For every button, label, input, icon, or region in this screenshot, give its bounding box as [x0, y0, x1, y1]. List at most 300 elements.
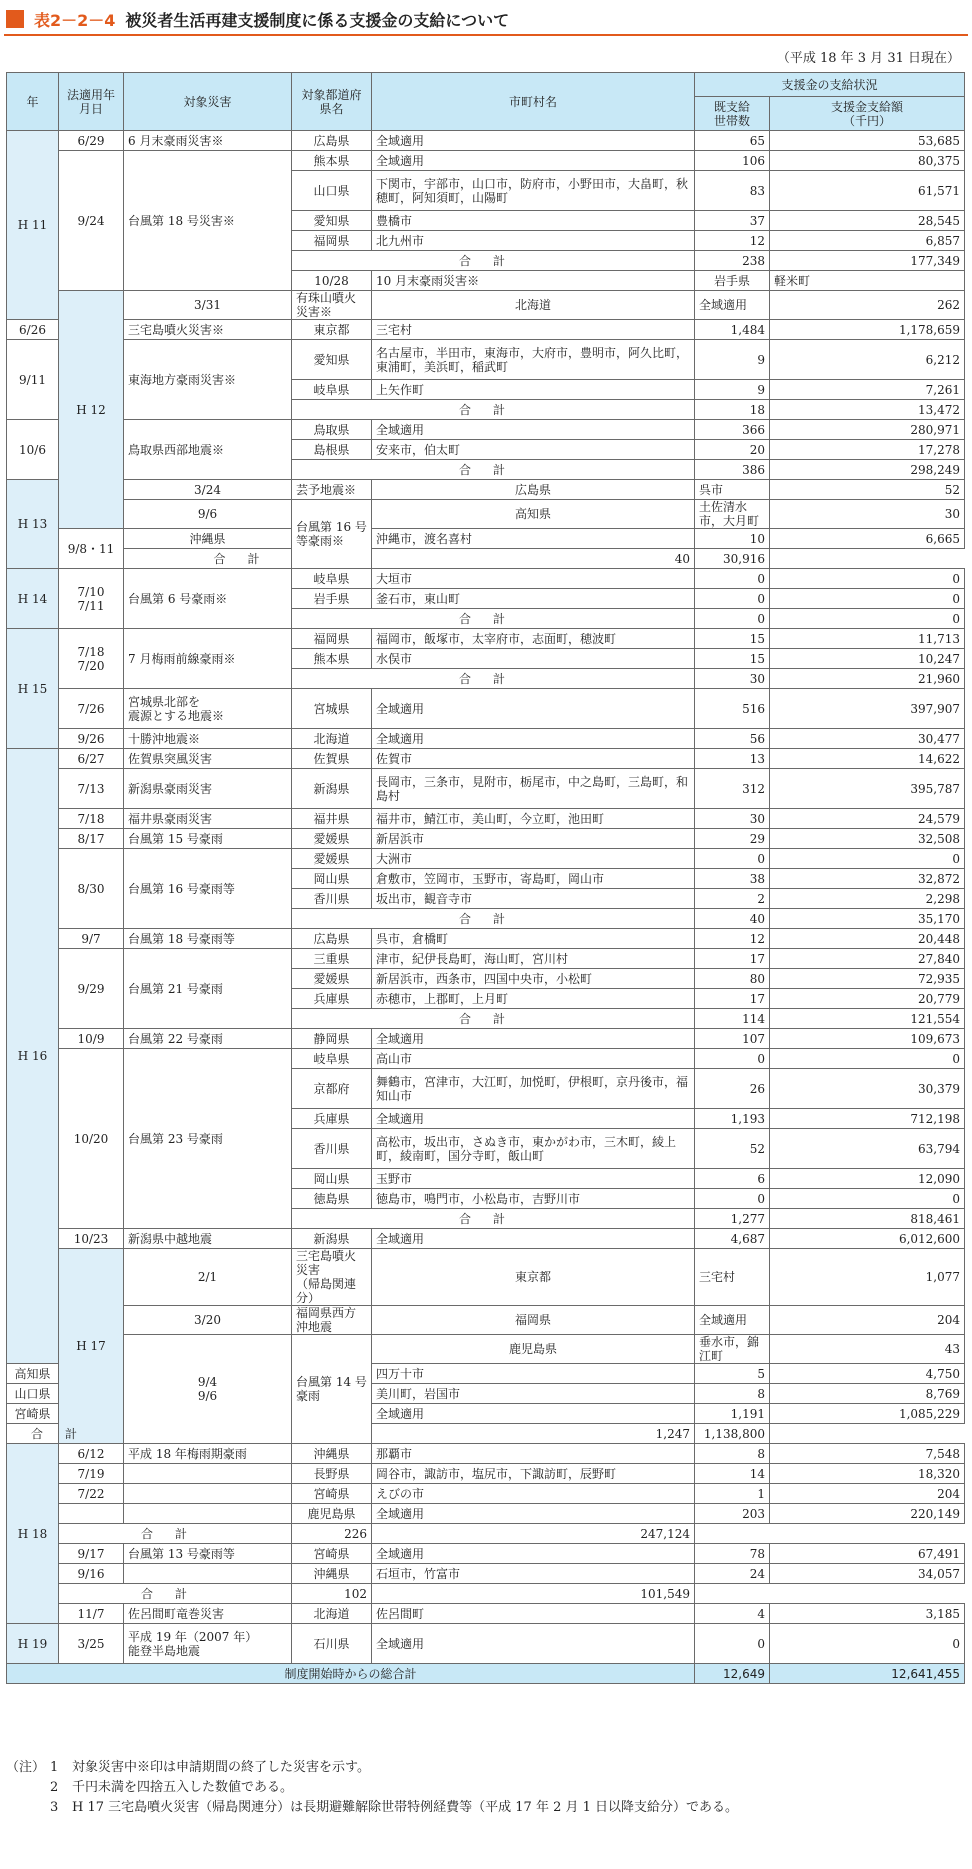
municipality-cell: 水俣市 [372, 649, 695, 669]
households-cell: 24 [695, 1564, 770, 1584]
table-title [4, 4, 968, 36]
table-row [7, 1564, 965, 1584]
note-item [6, 1758, 964, 1778]
date-cell: 6/12 [59, 1444, 124, 1464]
disaster-cell: 平成 18 年梅雨期豪雨 [124, 1444, 292, 1464]
households-cell: 1,247 [372, 1424, 695, 1444]
subtotal-label: 合計 [292, 251, 695, 271]
households-cell: 6 [695, 1169, 770, 1189]
era-cell: H 12 [59, 291, 124, 529]
households-cell: 366 [695, 420, 770, 440]
households-cell: 30 [695, 809, 770, 829]
title-marker [6, 10, 24, 28]
amount-cell: 35,170 [770, 909, 965, 929]
households-cell: 40 [372, 549, 695, 569]
disaster-cell: 台風第 6 号豪雨※ [124, 569, 292, 629]
prefecture-cell: 北海道 [372, 291, 695, 320]
disaster-cell: 三宅島噴火災害 （帰島関連分） [292, 1249, 372, 1306]
households-cell: 0 [695, 1049, 770, 1069]
municipality-cell: 全域適用 [372, 1544, 695, 1564]
amount-cell: 80,375 [770, 151, 965, 171]
amount-cell: 61,571 [770, 171, 965, 211]
date-cell: 8/30 [59, 849, 124, 929]
disaster-cell: 台風第 22 号豪雨 [124, 1029, 292, 1049]
prefecture-cell: 広島県 [292, 929, 372, 949]
households-cell: 37 [695, 211, 770, 231]
prefecture-cell: 沖縄県 [124, 529, 292, 549]
amount-cell: 0 [770, 1624, 965, 1664]
prefecture-cell: 鹿児島県 [292, 1504, 372, 1524]
municipality-cell: 佐賀市 [372, 749, 695, 769]
amount-cell: 21,960 [770, 669, 965, 689]
table-row [7, 729, 965, 749]
amount-cell: 6,857 [770, 231, 965, 251]
header-prefecture: 対象都道府 県名 [292, 73, 372, 131]
households-cell: 0 [695, 609, 770, 629]
municipality-cell: 津市，紀伊長島町，海山町，宮川村 [372, 949, 695, 969]
table-row [7, 1604, 965, 1624]
prefecture-cell: 愛知県 [292, 340, 372, 380]
households-cell: 1,193 [695, 1109, 770, 1129]
households-cell: 8 [695, 1444, 770, 1464]
households-cell: 0 [695, 569, 770, 589]
notes [6, 1758, 964, 1818]
households-cell: 17 [695, 949, 770, 969]
households-cell: 78 [695, 1544, 770, 1564]
prefecture-cell: 山口県 [7, 1384, 59, 1404]
municipality-cell: 呉市 [695, 480, 770, 500]
households-cell: 1,277 [695, 1209, 770, 1229]
households-cell: 12 [695, 231, 770, 251]
municipality-cell: 舞鶴市，宮津市，大江町，加悦町，伊根町，京丹後市，福知山市 [372, 1069, 695, 1109]
households-cell: 203 [695, 1504, 770, 1524]
disaster-cell: 鳥取県西部地震※ [124, 420, 292, 480]
date-cell: 10/9 [59, 1029, 124, 1049]
date-cell: 9/17 [59, 1544, 124, 1564]
municipality-cell: 名古屋市，半田市，東海市，大府市，豊明市，阿久比町，東浦町，美浜町，稲武町 [372, 340, 695, 380]
disaster-cell: 台風第 13 号豪雨等 [124, 1544, 292, 1564]
header-year: 年 [7, 73, 59, 131]
amount-cell: 11,713 [770, 629, 965, 649]
amount-cell: 0 [770, 849, 965, 869]
table-row [7, 949, 965, 969]
table-row [7, 1335, 965, 1364]
date-cell: 7/19 [59, 1464, 124, 1484]
disaster-cell: 宮城県北部を 震源とする地震※ [124, 689, 292, 729]
households-cell: 516 [695, 689, 770, 729]
disaster-cell: 台風第 23 号豪雨 [124, 1049, 292, 1229]
prefecture-cell: 広島県 [292, 131, 372, 151]
municipality-cell: 玉野市 [372, 1169, 695, 1189]
municipality-cell: 高松市，坂出市，さぬき市，東かがわ市，三木町，綾上町，綾南町，国分寺町，飯山町 [372, 1129, 695, 1169]
amount-cell: 18,320 [770, 1464, 965, 1484]
date-cell: 3/20 [124, 1306, 292, 1335]
prefecture-cell: 新潟県 [292, 769, 372, 809]
date-cell: 7/18 [59, 809, 124, 829]
households-cell: 114 [695, 1009, 770, 1029]
municipality-cell: 上矢作町 [372, 380, 695, 400]
households-cell: 17 [695, 989, 770, 1009]
note-text: 対象災害中※印は申請期間の終了した災害を示す。 [72, 1760, 370, 1775]
prefecture-cell: 岐阜県 [292, 380, 372, 400]
subtotal-label: 合計 [292, 1209, 695, 1229]
amount-cell: 63,794 [770, 1129, 965, 1169]
municipality-cell: 全域適用 [372, 689, 695, 729]
amount-cell: 7,548 [770, 1444, 965, 1464]
subtotal-label: 合計 [292, 460, 695, 480]
households-cell: 10 [695, 529, 770, 549]
municipality-cell: 岡谷市，諏訪市，塩尻市，下諏訪町，辰野町 [372, 1464, 695, 1484]
disaster-cell: 福岡県西方沖地震 [292, 1306, 372, 1335]
table-row [7, 340, 965, 380]
table-number: 表2－2－4 [34, 10, 116, 30]
municipality-cell: 三宅村 [372, 320, 695, 340]
table-row [7, 689, 965, 729]
table-row [7, 420, 965, 440]
amount-cell: 30,379 [770, 1069, 965, 1109]
prefecture-cell: 宮城県 [292, 689, 372, 729]
households-cell: 52 [695, 1129, 770, 1169]
municipality-cell: 全域適用 [372, 420, 695, 440]
municipality-cell: 佐呂間町 [372, 1604, 695, 1624]
amount-cell: 32,872 [770, 869, 965, 889]
prefecture-cell: 香川県 [292, 1129, 372, 1169]
prefecture-cell: 福岡県 [292, 629, 372, 649]
amount-cell: 109,673 [770, 1029, 965, 1049]
era-cell: H 14 [7, 569, 59, 629]
households-cell: 30 [770, 500, 965, 529]
municipality-cell: 全域適用 [372, 1029, 695, 1049]
municipality-cell: 全域適用 [695, 1306, 770, 1335]
households-cell: 26 [695, 1069, 770, 1109]
date-cell: 10/28 [292, 271, 372, 291]
amount-cell: 101,549 [372, 1584, 695, 1604]
households-cell: 1 [695, 1484, 770, 1504]
date-cell: 10/23 [59, 1229, 124, 1249]
municipality-cell: 安来市，伯太町 [372, 440, 695, 460]
prefecture-cell: 宮崎県 [7, 1404, 59, 1424]
amount-cell: 12,090 [770, 1169, 965, 1189]
municipality-cell: 全域適用 [372, 1109, 695, 1129]
amount-cell: 6,212 [770, 340, 965, 380]
municipality-cell: 美川町，岩国市 [372, 1384, 695, 1404]
households-cell: 386 [695, 460, 770, 480]
table-row [7, 1444, 965, 1464]
municipality-cell: 全域適用 [372, 1404, 695, 1424]
amount-cell: 395,787 [770, 769, 965, 809]
prefecture-cell: 京都府 [292, 1069, 372, 1109]
prefecture-cell: 沖縄県 [292, 1444, 372, 1464]
amount-cell: 177,349 [770, 251, 965, 271]
municipality-cell: 福岡市，飯塚市，太宰府市，志面町，穂波町 [372, 629, 695, 649]
disaster-cell: 台風第 21 号豪雨 [124, 949, 292, 1029]
table-row [7, 1464, 965, 1484]
subtotal-label: 合計 [292, 400, 695, 420]
subtotal-label: 合計 [124, 549, 372, 569]
disaster-cell: 台風第 16 号豪雨等 [124, 849, 292, 929]
amount-cell: 10,247 [770, 649, 965, 669]
municipality-cell: 福井市，鯖江市，美山町，今立町，池田町 [372, 809, 695, 829]
households-cell: 15 [695, 649, 770, 669]
amount-cell: 0 [770, 569, 965, 589]
amount-cell: 3,185 [770, 1604, 965, 1624]
subtotal-row [7, 1524, 965, 1544]
households-cell: 312 [695, 769, 770, 809]
header-date: 法適用年 月日 [59, 73, 124, 131]
prefecture-cell: 岩手県 [292, 589, 372, 609]
table-row [7, 629, 965, 649]
date-cell: 9/8・11 [59, 529, 124, 569]
table-row [7, 569, 965, 589]
municipality-cell: 新居浜市，西条市，四国中央市，小松町 [372, 969, 695, 989]
disaster-cell: 6 月末豪雨災害※ [124, 131, 292, 151]
disaster-cell: 台風第 18 号災害※ [124, 151, 292, 291]
disaster-cell: 福井県豪雨災害 [124, 809, 292, 829]
subtotal-label: 合計 [292, 1009, 695, 1029]
date-cell: 3/25 [59, 1624, 124, 1664]
amount-cell: 8,769 [770, 1384, 965, 1404]
prefecture-cell: 高知県 [7, 1364, 59, 1384]
municipality-cell: 石垣市，竹富市 [372, 1564, 695, 1584]
subtotal-label: 合計 [7, 1424, 124, 1444]
municipality-cell: 大垣市 [372, 569, 695, 589]
prefecture-cell: 熊本県 [292, 151, 372, 171]
table-row [7, 1249, 965, 1306]
households-cell: 9 [695, 380, 770, 400]
subtotal-label: 合計 [292, 609, 695, 629]
disaster-cell: 新潟県中越地震 [124, 1229, 292, 1249]
era-cell: H 17 [59, 1249, 124, 1444]
prefecture-cell: 鹿児島県 [372, 1335, 695, 1364]
municipality-cell: 全域適用 [695, 291, 770, 320]
municipality-cell: 沖縄市，渡名喜村 [372, 529, 695, 549]
prefecture-cell: 岐阜県 [292, 1049, 372, 1069]
municipality-cell: 四万十市 [372, 1364, 695, 1384]
prefecture-cell: 福岡県 [372, 1306, 695, 1335]
date-cell: 9/7 [59, 929, 124, 949]
prefecture-cell: 香川県 [292, 889, 372, 909]
disaster-cell: 台風第 18 号豪雨等 [124, 929, 292, 949]
date-cell: 7/13 [59, 769, 124, 809]
era-cell: H 11 [7, 131, 59, 320]
prefecture-cell: 岡山県 [292, 869, 372, 889]
amount-cell: 712,198 [770, 1109, 965, 1129]
date-cell: 7/18 7/20 [59, 629, 124, 689]
amount-cell: 0 [770, 1189, 965, 1209]
prefecture-cell: 佐賀県 [292, 749, 372, 769]
disaster-cell: 新潟県豪雨災害 [124, 769, 292, 809]
amount-cell: 27,840 [770, 949, 965, 969]
amount-cell: 204 [770, 1484, 965, 1504]
table-row [7, 291, 965, 320]
households-cell: 14 [695, 1464, 770, 1484]
prefecture-cell: 高知県 [372, 500, 695, 529]
prefecture-cell: 愛媛県 [292, 829, 372, 849]
table-row [7, 1504, 965, 1524]
municipality-cell: 倉敷市，笠岡市，玉野市，寄島町，岡山市 [372, 869, 695, 889]
households-cell: 0 [695, 1189, 770, 1209]
prefecture-cell: 新潟県 [292, 1229, 372, 1249]
prefecture-cell: 広島県 [372, 480, 695, 500]
date-cell: 6/29 [59, 131, 124, 151]
date-cell: 3/24 [124, 480, 292, 500]
prefecture-cell: 島根県 [292, 440, 372, 460]
amount-cell: 7,261 [770, 380, 965, 400]
subtotal-label: 合計 [59, 1584, 292, 1604]
date-cell: 9/29 [59, 949, 124, 1029]
households-cell: 56 [695, 729, 770, 749]
disaster-cell: 台風第 16 号等豪雨※ [292, 500, 372, 569]
era-cell: H 19 [7, 1624, 59, 1664]
prefecture-cell: 岐阜県 [292, 569, 372, 589]
amount-cell: 220,149 [770, 1504, 965, 1524]
disaster-cell: 佐賀県突風災害 [124, 749, 292, 769]
disaster-cell [124, 1484, 292, 1504]
era-cell: H 13 [7, 480, 59, 569]
households-cell: 30 [695, 669, 770, 689]
table-row [7, 1306, 965, 1335]
prefecture-cell: 福井県 [292, 809, 372, 829]
table-row [7, 500, 965, 529]
municipality-cell: 全域適用 [372, 131, 695, 151]
grand-total-label: 制度開始時からの総合計 [7, 1664, 695, 1684]
disaster-cell: 芸予地震※ [292, 480, 372, 500]
subtotal-label: 合計 [59, 1524, 292, 1544]
header-households: 既支給 世帯数 [695, 97, 770, 131]
grand-total-amount: 12,641,455 [770, 1664, 965, 1684]
table-row [7, 131, 965, 151]
amount-cell: 30,916 [695, 549, 770, 569]
households-cell: 107 [695, 1029, 770, 1049]
amount-cell: 17,278 [770, 440, 965, 460]
date-cell: 9/26 [59, 729, 124, 749]
amount-cell: 280,971 [770, 420, 965, 440]
table-row [7, 320, 965, 340]
municipality-cell: 全域適用 [372, 1624, 695, 1664]
municipality-cell: 北九州市 [372, 231, 695, 251]
amount-cell: 121,554 [770, 1009, 965, 1029]
municipality-cell: 呉市，倉橋町 [372, 929, 695, 949]
date-cell: 9/24 [59, 151, 124, 291]
table-row [7, 1229, 965, 1249]
table-row [7, 1049, 965, 1069]
households-cell: 9 [695, 340, 770, 380]
amount-cell: 14,622 [770, 749, 965, 769]
municipality-cell: えびの市 [372, 1484, 695, 1504]
prefecture-cell: 愛媛県 [292, 969, 372, 989]
households-cell: 15 [695, 629, 770, 649]
households-cell: 4,687 [695, 1229, 770, 1249]
municipality-cell: 坂出市，観音寺市 [372, 889, 695, 909]
households-cell: 1,077 [770, 1249, 965, 1306]
header-amount: 支援金支給額 （千円） [770, 97, 965, 131]
amount-cell: 1,085,229 [770, 1404, 965, 1424]
prefecture-cell: 石川県 [292, 1624, 372, 1664]
note-text: 千円未満を四捨五入した数値である。 [72, 1780, 294, 1795]
households-cell: 204 [770, 1306, 965, 1335]
era-cell: H 15 [7, 629, 59, 749]
households-cell: 4 [695, 1604, 770, 1624]
date-cell: 7/22 [59, 1484, 124, 1504]
amount-cell: 72,935 [770, 969, 965, 989]
prefecture-cell: 北海道 [292, 729, 372, 749]
amount-cell: 20,448 [770, 929, 965, 949]
households-cell: 0 [695, 849, 770, 869]
disaster-cell: 台風第 14 号豪雨 [292, 1335, 372, 1444]
households-cell: 40 [695, 909, 770, 929]
amount-cell: 4,750 [770, 1364, 965, 1384]
header-payment-status: 支援金の支給状況 [695, 73, 965, 97]
municipality-cell: 三宅村 [695, 1249, 770, 1306]
amount-cell: 30,477 [770, 729, 965, 749]
notes-lead: （注） [6, 1760, 46, 1775]
municipality-cell: 下関市，宇部市，山口市，防府市，小野田市，大畠町，秋穂町，阿知須町，山陽町 [372, 171, 695, 211]
prefecture-cell: 愛媛県 [292, 849, 372, 869]
households-cell: 20 [695, 440, 770, 460]
amount-cell: 20,779 [770, 989, 965, 1009]
table-row [7, 529, 965, 549]
table-row [7, 829, 965, 849]
table-row [7, 1484, 965, 1504]
amount-cell: 28,545 [770, 211, 965, 231]
municipality-cell: 全域適用 [372, 151, 695, 171]
date-cell: 3/31 [124, 291, 292, 320]
disaster-cell: 7 月梅雨前線豪雨※ [124, 629, 292, 689]
households-cell: 106 [695, 151, 770, 171]
disaster-cell: 佐呂間町竜巻災害 [124, 1604, 292, 1624]
note-item [6, 1778, 964, 1798]
prefecture-cell: 宮崎県 [292, 1484, 372, 1504]
municipality-cell: 新居浜市 [372, 829, 695, 849]
households-cell: 43 [770, 1335, 965, 1364]
prefecture-cell: 鳥取県 [292, 420, 372, 440]
disaster-cell: 10 月末豪雨災害※ [372, 271, 695, 291]
households-cell: 13 [695, 749, 770, 769]
municipality-cell: 全域適用 [372, 729, 695, 749]
households-cell: 0 [695, 589, 770, 609]
amount-cell: 1,138,800 [695, 1424, 770, 1444]
era-cell: H 16 [7, 749, 59, 1364]
disaster-cell [124, 1464, 292, 1484]
note-number: 2 [50, 1780, 59, 1795]
date-cell: 7/26 [59, 689, 124, 729]
households-cell: 83 [695, 171, 770, 211]
households-cell: 18 [695, 400, 770, 420]
municipality-cell: 土佐清水市，大月町 [695, 500, 770, 529]
households-cell: 8 [695, 1384, 770, 1404]
note-number: 1 [50, 1760, 59, 1775]
prefecture-cell: 兵庫県 [292, 989, 372, 1009]
note-item [6, 1798, 964, 1818]
prefecture-cell: 三重県 [292, 949, 372, 969]
amount-cell: 24,579 [770, 809, 965, 829]
disaster-cell: 平成 19 年（2007 年） 能登半島地震 [124, 1624, 292, 1664]
households-cell: 226 [292, 1524, 372, 1544]
date-cell: 6/27 [59, 749, 124, 769]
table-row [7, 749, 965, 769]
date-cell: 9/6 [124, 500, 292, 529]
prefecture-cell: 兵庫県 [292, 1109, 372, 1129]
municipality-cell: 大洲市 [372, 849, 695, 869]
municipality-cell: 全域適用 [372, 1229, 695, 1249]
date-cell: 6/26 [7, 320, 59, 340]
as-of-date: （平成 18 年 3 月 31 日現在） [776, 51, 960, 66]
table-row [7, 151, 965, 171]
date-cell: 7/10 7/11 [59, 569, 124, 629]
municipality-cell: 赤穂市，上郡町，上月町 [372, 989, 695, 1009]
disaster-cell: 台風第 15 号豪雨 [124, 829, 292, 849]
date-cell: 9/11 [7, 340, 59, 420]
